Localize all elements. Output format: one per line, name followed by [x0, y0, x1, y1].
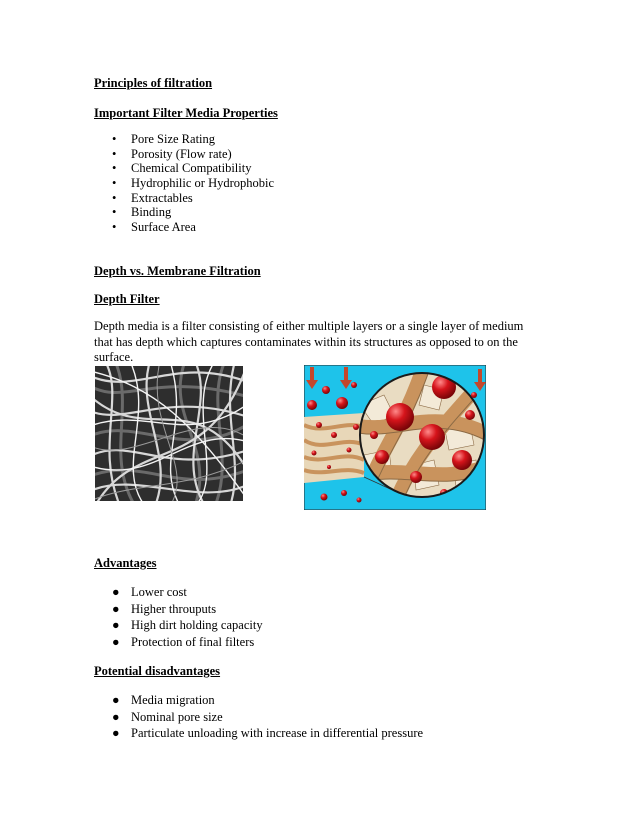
bullet-icon: ●	[112, 693, 120, 707]
bullet-icon: •	[112, 132, 117, 146]
list-item: ● Protection of final filters	[112, 634, 255, 649]
list-item: • Chemical Compatibility	[112, 161, 252, 176]
media-properties-heading: Important Filter Media Properties	[94, 106, 278, 120]
depth-filter-paragraph: Depth media is a filter consisting of either multiple layers or a single layer of medium that has depth which captures contaminates within its structures as opposed to on the surface.	[94, 319, 524, 364]
bullet-icon: •	[112, 190, 117, 205]
bullet-icon: ●	[112, 634, 120, 649]
bullet-icon: ●	[112, 709, 120, 724]
advantages-heading: Advantages	[94, 556, 157, 570]
bullet-icon: •	[112, 220, 117, 235]
list-item: • Pore Size Rating	[112, 132, 216, 146]
list-item: ● Lower cost	[112, 585, 187, 599]
media-properties-list	[112, 132, 274, 235]
bullet-icon: •	[112, 176, 117, 191]
bullet-icon: •	[112, 205, 117, 220]
list-item: • Binding	[112, 205, 172, 220]
depth-filter-illustration	[304, 365, 486, 510]
list-item: ● High dirt holding capacity	[112, 618, 263, 632]
document-title: Principles of filtration	[94, 76, 213, 90]
depth-filter-heading: Depth Filter	[94, 292, 160, 306]
depth-vs-membrane-heading: Depth vs. Membrane Filtration	[94, 264, 261, 278]
advantages-list	[112, 584, 263, 650]
list-item: ● Particulate unloading with increase in differential pressure	[112, 726, 424, 740]
disadvantages-list	[112, 692, 423, 742]
bullet-icon: ●	[112, 726, 120, 740]
list-item: • Extractables	[112, 190, 193, 205]
disadvantages-heading: Potential disadvantages	[94, 664, 221, 678]
list-item: • Hydrophilic or Hydrophobic	[112, 176, 275, 191]
fiber-micrograph-image	[95, 366, 243, 501]
list-item: • Surface Area	[112, 220, 196, 235]
list-item: ● Media migration	[112, 693, 215, 707]
bullet-icon: •	[112, 161, 117, 176]
list-item: • Porosity (Flow rate)	[112, 146, 232, 161]
bullet-icon: ●	[112, 601, 120, 616]
bullet-icon: ●	[112, 618, 120, 632]
list-item: ● Higher throuputs	[112, 601, 217, 616]
bullet-icon: ●	[112, 585, 120, 599]
list-item: ● Nominal pore size	[112, 709, 223, 724]
bullet-icon: •	[112, 146, 117, 161]
